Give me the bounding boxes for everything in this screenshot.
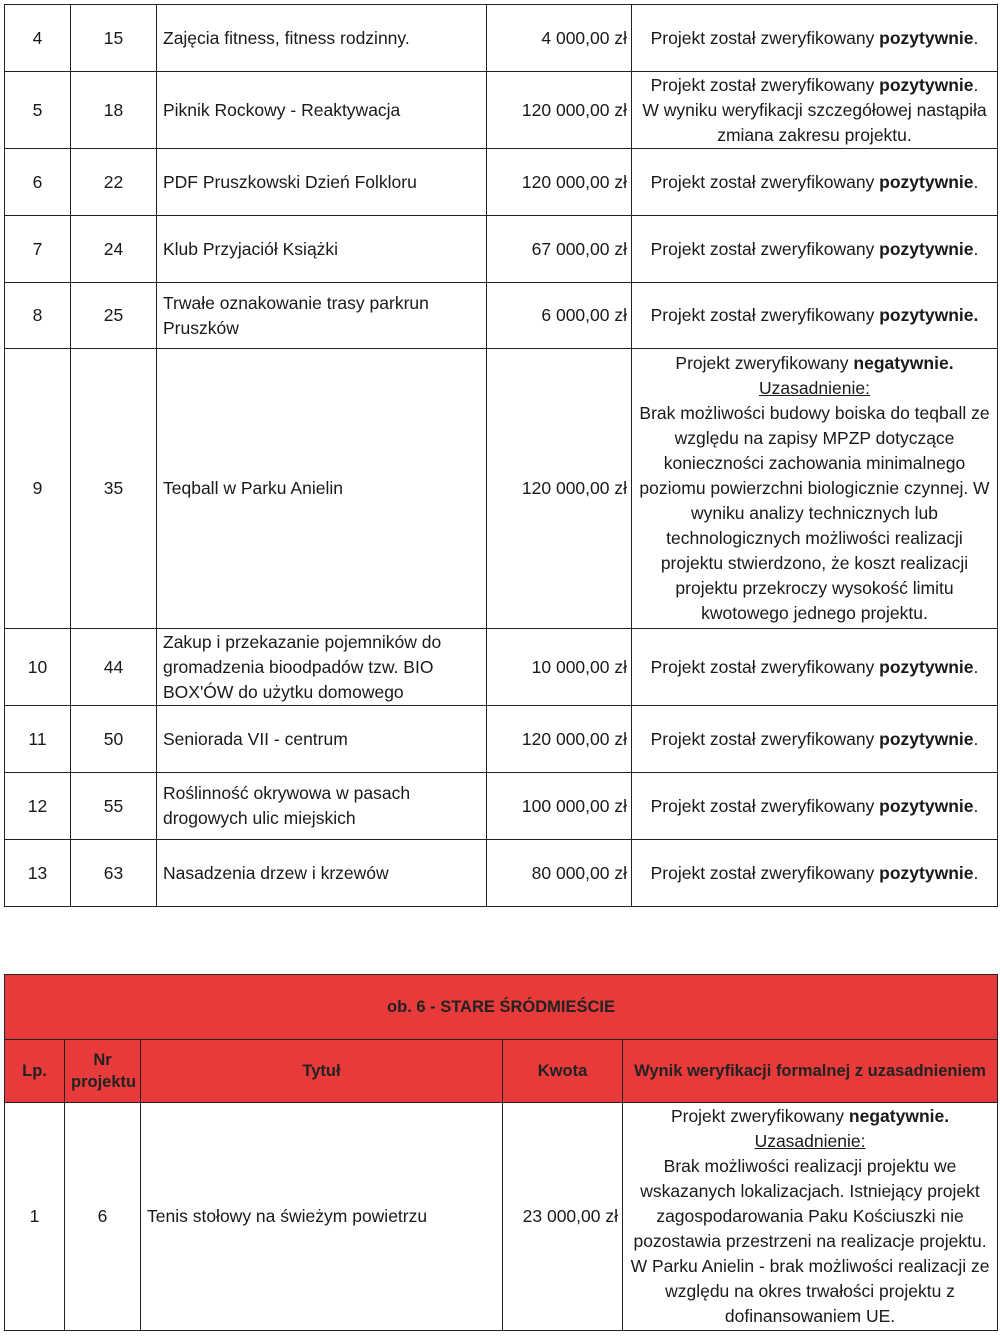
result-verdict: pozytywnie	[879, 74, 974, 95]
result-cell	[632, 706, 998, 773]
project-number-cell: 25	[71, 283, 157, 349]
result-cell	[632, 5, 998, 72]
amount-cell: 120 000,00 zł	[487, 349, 632, 629]
result-text-end: .	[973, 795, 979, 816]
header-project-number: Nr projektu	[65, 1040, 141, 1103]
lp-cell: 1	[5, 1103, 65, 1331]
result-text: Projekt został zweryfikowany	[650, 27, 880, 48]
header-lp: Lp.	[5, 1040, 65, 1103]
result-verdict: pozytywnie	[879, 795, 974, 816]
header-title: Tytuł	[141, 1040, 503, 1103]
project-number-cell: 44	[71, 629, 157, 706]
lp-cell: 11	[5, 706, 71, 773]
title-cell: Teqball w Parku Anielin	[157, 349, 487, 629]
district-section-table	[4, 974, 998, 1331]
result-text-end: .	[973, 656, 979, 677]
result-text-end: .	[973, 27, 979, 48]
title-cell: Seniorada VII - centrum	[157, 706, 487, 773]
project-number-cell: 35	[71, 349, 157, 629]
result-verdict: pozytywnie	[879, 238, 974, 259]
result-details: Brak możliwości realizacji projektu we wskazanych lokalizacjach. Istniejący projekt zagospodarowania Paku Kościuszki nie pozostawia przestrzeni na realizacje projektu. W Parku Anielin - brak możliwości realizacji ze względu na okres trwałości projektu z dofinansowaniem UE.	[630, 1156, 990, 1326]
amount-cell: 120 000,00 zł	[487, 149, 632, 216]
result-text-end: .	[973, 171, 979, 192]
result-text: Projekt został zweryfikowany	[650, 728, 880, 749]
result-text: Projekt został zweryfikowany	[650, 171, 880, 192]
table-row	[5, 349, 998, 629]
table-row	[5, 706, 998, 773]
result-details: Brak możliwości budowy boiska do teqball ze względu na zapisy MPZP dotyczące konieczności zachowania minimalnego poziomu powierzchni biologicznie czynnej. W wyniku analizy technicznych lub technologicznych możliwości realizacji projektu stwierdzono, że koszt realizacji projektu przekroczy wysokość limitu kwotowego jednego projektu.	[639, 403, 990, 623]
result-cell	[632, 773, 998, 840]
table-row	[5, 216, 998, 283]
project-number-cell: 50	[71, 706, 157, 773]
amount-cell: 80 000,00 zł	[487, 840, 632, 907]
result-cell	[623, 1103, 998, 1331]
project-number-cell: 55	[71, 773, 157, 840]
result-text: Projekt został zweryfikowany	[650, 238, 880, 259]
result-text: Projekt zweryfikowany	[670, 1106, 849, 1126]
result-text-end: .	[973, 728, 979, 749]
lp-cell: 9	[5, 349, 71, 629]
result-verdict: negatywnie.	[853, 353, 954, 373]
amount-cell: 23 000,00 zł	[503, 1103, 623, 1331]
result-verdict: negatywnie.	[848, 1106, 950, 1126]
table-row	[5, 629, 998, 706]
project-number-cell: 22	[71, 149, 157, 216]
table-row	[5, 773, 998, 840]
result-cell	[632, 349, 998, 629]
amount-cell: 100 000,00 zł	[487, 773, 632, 840]
result-verdict: pozytywnie	[879, 27, 974, 48]
result-verdict: pozytywnie	[879, 171, 974, 192]
result-text-end: .	[973, 862, 979, 883]
justification-label: Uzasadnienie:	[759, 378, 870, 398]
lp-cell: 8	[5, 283, 71, 349]
header-result: Wynik weryfikacji formalnej z uzasadnieniem	[623, 1040, 998, 1103]
result-text-end: .	[973, 74, 979, 95]
title-cell: Zajęcia fitness, fitness rodzinny.	[157, 5, 487, 72]
result-cell	[632, 149, 998, 216]
amount-cell: 10 000,00 zł	[487, 629, 632, 706]
section-title-row	[5, 975, 998, 1040]
amount-cell: 6 000,00 zł	[487, 283, 632, 349]
amount-cell: 67 000,00 zł	[487, 216, 632, 283]
result-verdict: pozytywnie.	[879, 305, 979, 325]
result-cell	[632, 840, 998, 907]
title-cell: Nasadzenia drzew i krzewów	[157, 840, 487, 907]
result-verdict: pozytywnie	[879, 656, 974, 677]
table-row	[5, 72, 998, 149]
title-cell: Klub Przyjaciół Książki	[157, 216, 487, 283]
title-cell: Tenis stołowy na świeżym powietrzu	[141, 1103, 503, 1331]
title-cell: PDF Pruszkowski Dzień Folkloru	[157, 149, 487, 216]
title-cell: Piknik Rockowy - Reaktywacja	[157, 72, 487, 149]
table-row	[5, 1103, 998, 1331]
lp-cell: 7	[5, 216, 71, 283]
result-cell	[632, 72, 998, 149]
table-row	[5, 283, 998, 349]
amount-cell: 4 000,00 zł	[487, 5, 632, 72]
result-text: Projekt zweryfikowany	[675, 353, 854, 373]
project-number-cell: 6	[65, 1103, 141, 1331]
project-number-cell: 24	[71, 216, 157, 283]
lp-cell: 4	[5, 5, 71, 72]
table-row	[5, 149, 998, 216]
result-cell	[632, 629, 998, 706]
amount-cell: 120 000,00 zł	[487, 706, 632, 773]
result-verdict: pozytywnie	[879, 862, 974, 883]
lp-cell: 5	[5, 72, 71, 149]
result-text: Projekt został zweryfikowany	[650, 74, 880, 95]
justification-label: Uzasadnienie:	[754, 1131, 866, 1151]
project-number-cell: 18	[71, 72, 157, 149]
result-text: Projekt został zweryfikowany	[650, 795, 880, 816]
projects-table-continued	[4, 4, 998, 907]
result-details: W wyniku weryfikacji szczegółowej nastąpiła zmiana zakresu projektu.	[642, 99, 987, 145]
result-text: Projekt został zweryfikowany	[650, 656, 880, 677]
result-text: Projekt został zweryfikowany	[650, 305, 880, 325]
section-title: ob. 6 - STARE ŚRÓDMIEŚCIE	[5, 975, 998, 1040]
header-row	[5, 1040, 998, 1103]
project-number-cell: 15	[71, 5, 157, 72]
table-row	[5, 840, 998, 907]
table-row	[5, 5, 998, 72]
result-cell	[632, 216, 998, 283]
result-text-end: .	[973, 238, 979, 259]
lp-cell: 10	[5, 629, 71, 706]
amount-cell: 120 000,00 zł	[487, 72, 632, 149]
lp-cell: 6	[5, 149, 71, 216]
header-amount: Kwota	[503, 1040, 623, 1103]
title-cell: Trwałe oznakowanie trasy parkrun Pruszków	[157, 283, 487, 349]
result-cell	[632, 283, 998, 349]
project-number-cell: 63	[71, 840, 157, 907]
lp-cell: 13	[5, 840, 71, 907]
result-text: Projekt został zweryfikowany	[650, 862, 880, 883]
title-cell: Zakup i przekazanie pojemników do gromadzenia bioodpadów tzw. BIO BOX'ÓW do użytku domowego	[157, 629, 487, 706]
title-cell: Roślinność okrywowa w pasach drogowych ulic miejskich	[157, 773, 487, 840]
lp-cell: 12	[5, 773, 71, 840]
result-verdict: pozytywnie	[879, 728, 974, 749]
